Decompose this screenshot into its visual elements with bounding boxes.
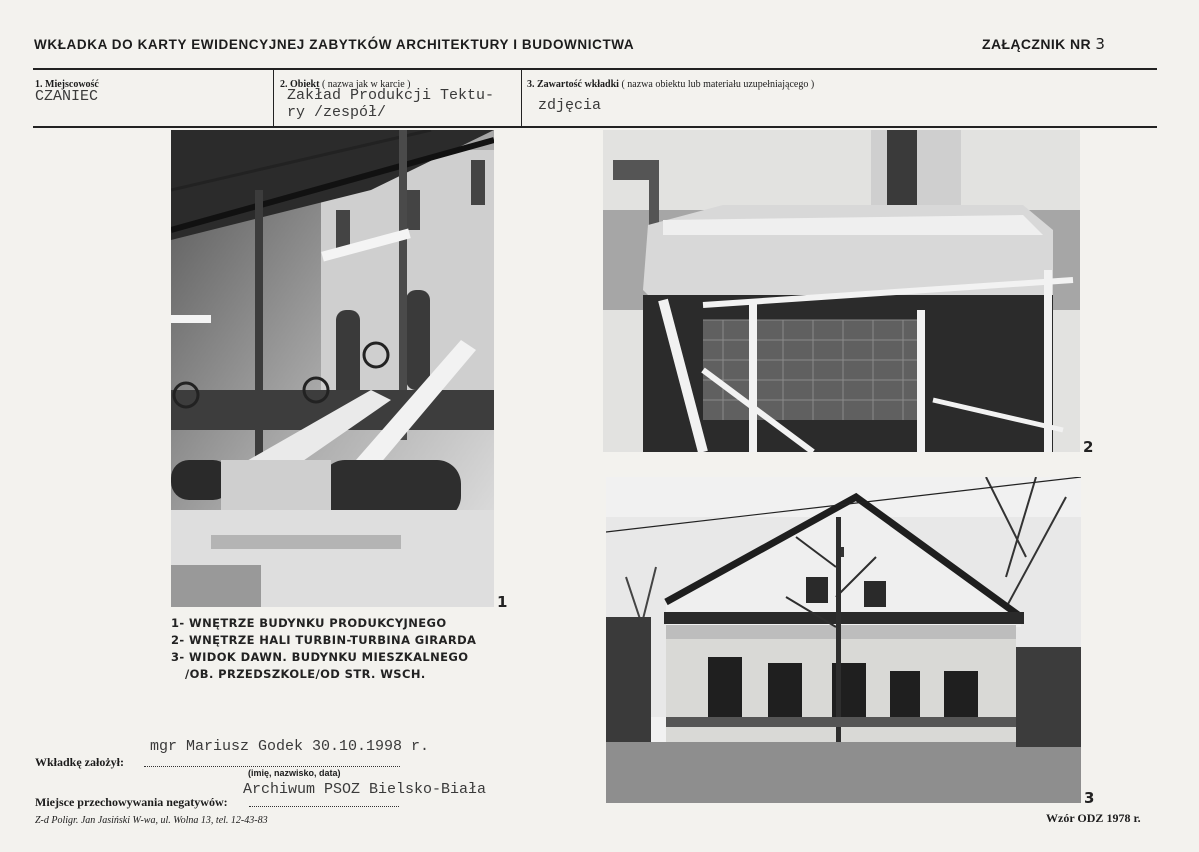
founder-dotted-line bbox=[144, 766, 400, 767]
annex-number: 3 bbox=[1095, 35, 1106, 53]
caption-3: 3- WIDOK DAWN. BUDYNKU MIESZKALNEGO bbox=[171, 650, 469, 664]
object-label-text: 2. Obiekt bbox=[280, 79, 320, 90]
photo-2-number: 2 bbox=[1083, 438, 1094, 456]
annex-label-text: ZAŁĄCZNIK NR bbox=[982, 36, 1092, 52]
contents-value: zdjęcia bbox=[538, 97, 602, 114]
photo-3-number: 3 bbox=[1084, 789, 1095, 807]
object-value-line2: ry /zespół/ bbox=[287, 104, 387, 121]
founder-value: mgr Mariusz Godek 30.10.1998 r. bbox=[150, 738, 430, 755]
residential-building-photo bbox=[606, 477, 1081, 803]
photo-captions bbox=[171, 615, 476, 683]
object-value-line1: Zakład Produkcji Tektu- bbox=[287, 87, 495, 104]
annex-label bbox=[982, 35, 1105, 53]
header-bottom-rule bbox=[33, 126, 1157, 128]
caption-2: 2- WNĘTRZE HALI TURBIN-TURBINA GIRARDA bbox=[171, 633, 477, 647]
printer-note: Z-d Poligr. Jan Jasiński W-wa, ul. Wolna 13, tel. 12-43-83 bbox=[35, 815, 268, 826]
field-divider-2 bbox=[521, 70, 522, 126]
storage-label: Miejsce przechowywania negatywów: bbox=[35, 795, 228, 809]
form-version: Wzór ODZ 1978 r. bbox=[1046, 811, 1141, 825]
form-title: WKŁADKA DO KARTY EWIDENCYJNEJ ZABYTKÓW ARCHITEKTURY I BUDOWNICTWA bbox=[34, 37, 635, 52]
storage-value: Archiwum PSOZ Bielsko-Biała bbox=[243, 781, 487, 798]
object-label-note: ( nazwa jak w karcie ) bbox=[321, 79, 411, 90]
founder-hint: (imię, nazwisko, data) bbox=[248, 768, 341, 778]
photo-1-number: 1 bbox=[497, 593, 508, 611]
contents-label-text: 3. Zawartość wkładki bbox=[527, 79, 619, 90]
header-top-rule bbox=[33, 68, 1157, 70]
locality-label: 1. Miejscowość bbox=[35, 79, 99, 90]
factory-interior-photo bbox=[171, 130, 494, 607]
locality-value: CZANIEC bbox=[35, 88, 99, 105]
founder-label: Wkładkę założył: bbox=[35, 755, 124, 769]
contents-label-note: ( nazwa obiektu lub materiału uzupełniającego ) bbox=[621, 79, 815, 90]
field-divider-1 bbox=[273, 70, 274, 126]
turbine-hall-photo bbox=[603, 130, 1080, 452]
storage-dotted-line bbox=[249, 806, 399, 807]
caption-1: 1- WNĘTRZE BUDYNKU PRODUKCYJNEGO bbox=[171, 616, 447, 630]
contents-label bbox=[527, 79, 814, 90]
caption-4: /OB. PRZEDSZKOLE/OD STR. WSCH. bbox=[185, 667, 426, 681]
